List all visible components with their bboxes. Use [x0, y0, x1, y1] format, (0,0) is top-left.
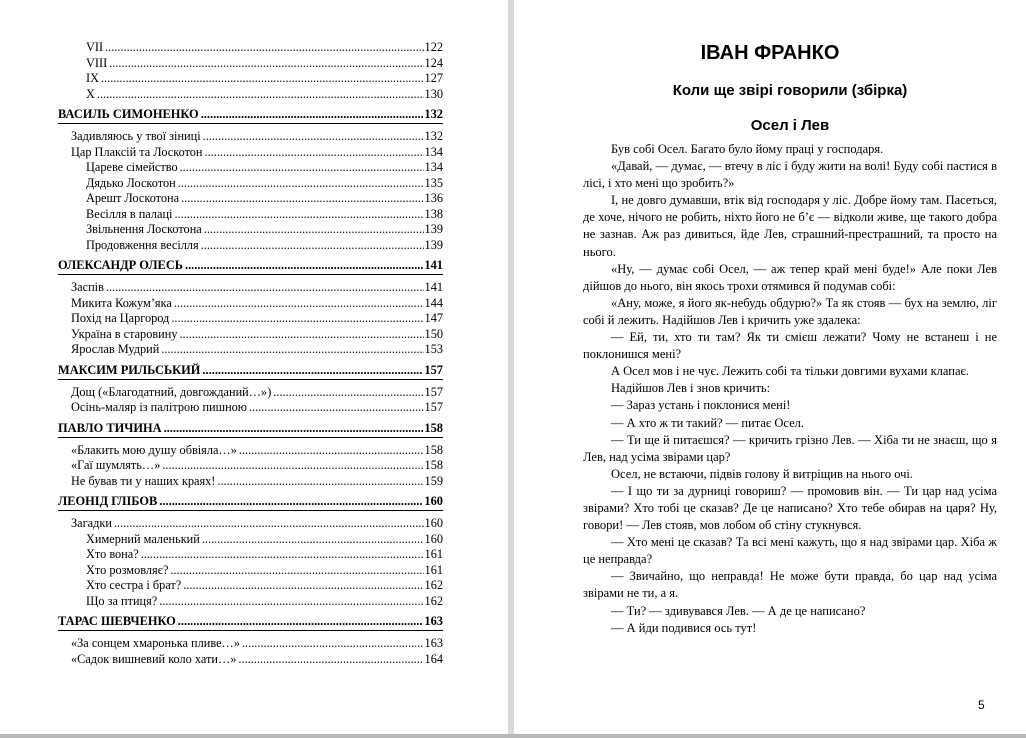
- toc-entry-title: Задивляюсь у твої зіниці: [71, 129, 201, 143]
- toc-entry-page: 130: [424, 86, 443, 101]
- toc-entry-title: Арешт Лоскотона: [86, 191, 180, 205]
- toc-entry-page: 164: [424, 651, 443, 666]
- toc-entry-title: Осінь-маляр із палітрою пишною: [71, 400, 247, 414]
- toc-entry-page: 161: [424, 547, 443, 561]
- toc-entry-page: 162: [424, 593, 443, 608]
- toc-entry[interactable]: [58, 516, 443, 532]
- toc-entry-title: Микита Кожум’яка: [71, 295, 172, 310]
- toc-entry-title: VII: [86, 40, 104, 54]
- story-paragraph: — І що ти за дурниці говориш? — промовив він. — Ти цар над усіма звірами? Хто тобі це сказав? Де це написано? Хто тебе обирав на царя? Ну, говори! — Лев стояв, мов лобом об стіну стукнувся.: [583, 483, 997, 533]
- toc-entry[interactable]: [58, 327, 443, 343]
- toc-entry-page: 132: [424, 129, 443, 143]
- toc-entry[interactable]: [58, 145, 443, 161]
- toc-leader-dots: [171, 311, 423, 327]
- toc-entry-title: Весілля в палаці: [86, 206, 173, 221]
- toc-entry-title: Загадки: [71, 516, 112, 530]
- toc-entry-title: Хто вона?: [86, 547, 139, 561]
- toc-entry-page: 162: [424, 578, 443, 592]
- toc-entry-page: 147: [424, 311, 443, 325]
- toc-leader-dots: [238, 652, 423, 668]
- toc-entry[interactable]: [58, 129, 443, 145]
- toc-leader-dots: [202, 532, 424, 548]
- toc-author-heading[interactable]: [58, 361, 443, 380]
- toc-entry[interactable]: [58, 176, 443, 192]
- toc-entry-page: 163: [424, 614, 443, 628]
- toc-entry-title: Україна в старовину: [71, 326, 178, 341]
- toc-leader-dots: [178, 176, 424, 192]
- toc-entry-title: ОЛЕКСАНДР ОЛЕСЬ: [58, 258, 183, 272]
- story-paragraph: «Ану, може, я його як-небудь обдурю?» Та як стояв — бух на землю, ліг собі й лежить. Надійшов Лев і кричить уже здалека:: [583, 295, 997, 327]
- toc-entry-page: 158: [424, 442, 443, 457]
- toc-entry-title: Не бував ти у наших краях!: [71, 473, 216, 488]
- toc-entry-title: ВАСИЛЬ СИМОНЕНКО: [58, 107, 199, 121]
- toc-entry[interactable]: [58, 238, 443, 254]
- story-title: Осел і Лев: [750, 117, 830, 134]
- toc-author-heading[interactable]: [58, 419, 443, 438]
- toc-entry[interactable]: [58, 342, 443, 358]
- toc-entry-page: 157: [424, 362, 443, 377]
- toc-entry-page: 138: [424, 206, 443, 221]
- story-paragraph: — Звичайно, що неправда! Не може бути правда, бо цар над усіма звірами не ти, а я.: [583, 569, 997, 601]
- left-page: [0, 0, 508, 734]
- toc-entry-page: 160: [424, 516, 443, 530]
- toc-leader-dots: [162, 458, 423, 474]
- toc-leader-dots: [164, 419, 424, 437]
- story-paragraph: — Ти ще й питаєшся? — кричить грізно Лев. — Хіба ти не знаєш, що я Лев, над усіма звірами цар?: [583, 432, 997, 464]
- story-paragraph: «Ну, — думає собі Осел, — аж тепер край мені буде!» Але поки Лев дійшов до нього, він якось трохи отямився й подумав собі:: [583, 261, 997, 293]
- toc-leader-dots: [249, 400, 424, 416]
- story-paragraph: Був собі Осел. Багато було йому праці у господаря.: [611, 142, 884, 156]
- toc-entry-page: 157: [424, 400, 443, 414]
- toc-entry[interactable]: [58, 532, 443, 548]
- toc-leader-dots: [141, 547, 424, 563]
- toc-leader-dots: [109, 56, 423, 72]
- toc-leader-dots: [178, 612, 424, 630]
- toc-entry-page: 163: [424, 636, 443, 650]
- toc-leader-dots: [170, 563, 423, 579]
- right-page: [514, 0, 1026, 734]
- toc-entry-page: 159: [424, 473, 443, 488]
- toc-entry[interactable]: [58, 296, 443, 312]
- story-paragraph: — А йди подивися ось тут!: [611, 620, 757, 635]
- toc-entry-title: Цар Плаксій та Лоскотон: [71, 144, 203, 159]
- toc-leader-dots: [174, 207, 423, 223]
- story-paragraph: І, не довго думавши, втік від господаря у ліс. Добре йому там. Пасеться, де хоче, нічого не робить, ніхто його не б’є — відколи живе, ще такого добра не зазнав. Аж раз дивиться, йде Лев, страшний-престрашний, та просто на нього.: [583, 193, 997, 259]
- toc-entry-title: «За сонцем хмаронька пливе…»: [71, 636, 240, 650]
- table-of-contents: [58, 40, 443, 667]
- toc-entry-page: 135: [424, 175, 443, 190]
- toc-entry-page: 134: [424, 144, 443, 159]
- toc-entry-page: 160: [424, 494, 443, 508]
- toc-leader-dots: [97, 87, 424, 103]
- toc-entry[interactable]: [58, 191, 443, 207]
- toc-leader-dots: [181, 191, 423, 207]
- toc-entry-page: 134: [424, 160, 443, 174]
- toc-author-heading[interactable]: [58, 256, 443, 275]
- toc-leader-dots: [179, 327, 423, 343]
- toc-entry[interactable]: [58, 578, 443, 594]
- toc-entry[interactable]: [58, 594, 443, 610]
- toc-entry-title: Цареве сімейство: [86, 160, 178, 174]
- story-paragraph: — Зараз устань і поклонися мені!: [611, 398, 791, 413]
- story-paragraph: «Давай, — думає, — втечу в ліс і буду жити на волі! Буду собі пастися в лісі, і хто мені що зробить?»: [583, 159, 997, 191]
- toc-entry-page: 141: [424, 280, 443, 294]
- toc-entry-title: Хто розмовляє?: [86, 562, 169, 577]
- toc-leader-dots: [185, 256, 423, 274]
- toc-entry-title: IX: [86, 71, 99, 85]
- toc-leader-dots: [205, 145, 424, 161]
- author-title: ІВАН ФРАНКО: [700, 42, 840, 64]
- toc-entry[interactable]: [58, 280, 443, 296]
- toc-entry[interactable]: [58, 311, 443, 327]
- toc-leader-dots: [174, 296, 424, 312]
- toc-entry-page: 160: [424, 531, 443, 546]
- toc-entry-page: 132: [424, 107, 443, 121]
- toc-leader-dots: [242, 636, 424, 652]
- toc-entry-title: Звільнення Лоскотона: [86, 222, 202, 236]
- toc-entry[interactable]: [58, 87, 443, 103]
- toc-entry-title: Що за птиця?: [86, 593, 158, 608]
- toc-entry-page: 122: [424, 40, 443, 54]
- toc-entry[interactable]: [58, 652, 443, 668]
- toc-entry-title: Дядько Лоскотон: [86, 175, 176, 190]
- toc-entry-title: Дощ («Благодатний, довгожданий…»): [71, 384, 272, 399]
- toc-entry-page: 124: [424, 55, 443, 70]
- toc-entry-page: 157: [424, 384, 443, 399]
- toc-entry-page: 158: [424, 458, 443, 472]
- toc-leader-dots: [106, 280, 424, 296]
- toc-leader-dots: [105, 40, 423, 56]
- toc-entry[interactable]: [58, 222, 443, 238]
- toc-entry-title: «Гаї шумлять…»: [71, 458, 161, 472]
- story-paragraph: — Ти? — здивувався Лев. — А де це написано?: [611, 603, 866, 618]
- toc-entry-page: 127: [424, 71, 443, 85]
- toc-leader-dots: [201, 238, 424, 254]
- story-paragraph: — Ей, ти, хто ти там? Як ти смієш лежати? Чому не встанеш і не поклонишся мені?: [583, 330, 997, 362]
- toc-entry-page: 161: [424, 562, 443, 577]
- toc-leader-dots: [161, 342, 423, 358]
- toc-entry-page: 136: [424, 191, 443, 205]
- toc-entry[interactable]: [58, 636, 443, 652]
- toc-leader-dots: [114, 516, 424, 532]
- toc-entry-page: 144: [424, 295, 443, 310]
- toc-entry[interactable]: [58, 443, 443, 459]
- toc-entry-title: Заспів: [71, 280, 104, 294]
- toc-entry-page: 153: [424, 342, 443, 356]
- story-paragraph: Надійшов Лев і знов кричить:: [611, 381, 771, 396]
- toc-entry-page: 139: [424, 222, 443, 236]
- toc-entry-title: «Садок вишневий коло хати…»: [71, 651, 237, 666]
- toc-entry[interactable]: [58, 458, 443, 474]
- toc-entry[interactable]: [58, 563, 443, 579]
- story-paragraph: — А хто ж ти такий? — питає Осел.: [611, 415, 805, 430]
- toc-leader-dots: [159, 492, 423, 510]
- toc-entry-title: X: [86, 86, 95, 101]
- toc-entry[interactable]: [58, 71, 443, 87]
- toc-entry[interactable]: [58, 474, 443, 490]
- toc-entry-title: VIII: [86, 55, 108, 70]
- toc-leader-dots: [183, 578, 423, 594]
- toc-entry[interactable]: [58, 547, 443, 563]
- toc-entry-title: ЛЕОНІД ГЛІБОВ: [58, 494, 158, 508]
- toc-entry-title: МАКСИМ РИЛЬСЬКИЙ: [58, 362, 201, 377]
- toc-author-heading[interactable]: [58, 492, 443, 511]
- toc-entry-title: ТАРАС ШЕВЧЕНКО: [58, 614, 176, 628]
- toc-entry-title: Продовження весілля: [86, 237, 199, 252]
- toc-entry-page: 141: [424, 258, 443, 272]
- toc-entry-title: ПАВЛО ТИЧИНА: [58, 420, 162, 435]
- toc-leader-dots: [202, 361, 423, 379]
- toc-entry[interactable]: [58, 56, 443, 72]
- collection-title: Коли ще звірі говорили (збірка): [672, 82, 908, 99]
- toc-entry-title: Хто сестра і брат?: [86, 578, 182, 592]
- toc-entry[interactable]: [58, 385, 443, 401]
- toc-entry-page: 158: [424, 420, 443, 435]
- bottom-scroll-edge: [0, 734, 1026, 738]
- toc-entry-title: Похід на Царгород: [71, 311, 170, 325]
- toc-entry[interactable]: [58, 40, 443, 56]
- toc-leader-dots: [203, 129, 424, 145]
- toc-leader-dots: [159, 594, 423, 610]
- toc-leader-dots: [201, 105, 424, 123]
- toc-leader-dots: [273, 385, 423, 401]
- toc-author-heading[interactable]: [58, 105, 443, 124]
- toc-leader-dots: [180, 160, 424, 176]
- story-paragraph: Осел, не встаючи, підвів голову й витріщив на нього очі.: [611, 466, 914, 481]
- toc-entry[interactable]: [58, 400, 443, 416]
- toc-entry[interactable]: [58, 160, 443, 176]
- story-paragraph: А Осел мов і не чує. Лежить собі та тільки довгими вухами клапає.: [611, 364, 970, 379]
- toc-leader-dots: [217, 474, 423, 490]
- story-paragraph: — Хто мені це сказав? Та всі мені кажуть, що я над звірами цар. Хіба ж це неправда?: [583, 535, 997, 567]
- toc-leader-dots: [204, 222, 424, 238]
- toc-entry-title: Ярослав Мудрий: [71, 342, 160, 356]
- story-text: [583, 141, 997, 637]
- toc-entry[interactable]: [58, 207, 443, 223]
- toc-entry-title: Химерний маленький: [86, 531, 200, 546]
- toc-leader-dots: [101, 71, 424, 87]
- toc-author-heading[interactable]: [58, 612, 443, 631]
- toc-entry-page: 139: [424, 237, 443, 252]
- page-number: 5: [978, 698, 985, 712]
- toc-leader-dots: [239, 443, 424, 459]
- toc-entry-title: «Блакить мою душу обвіяла…»: [71, 442, 237, 457]
- toc-entry-page: 150: [424, 326, 443, 341]
